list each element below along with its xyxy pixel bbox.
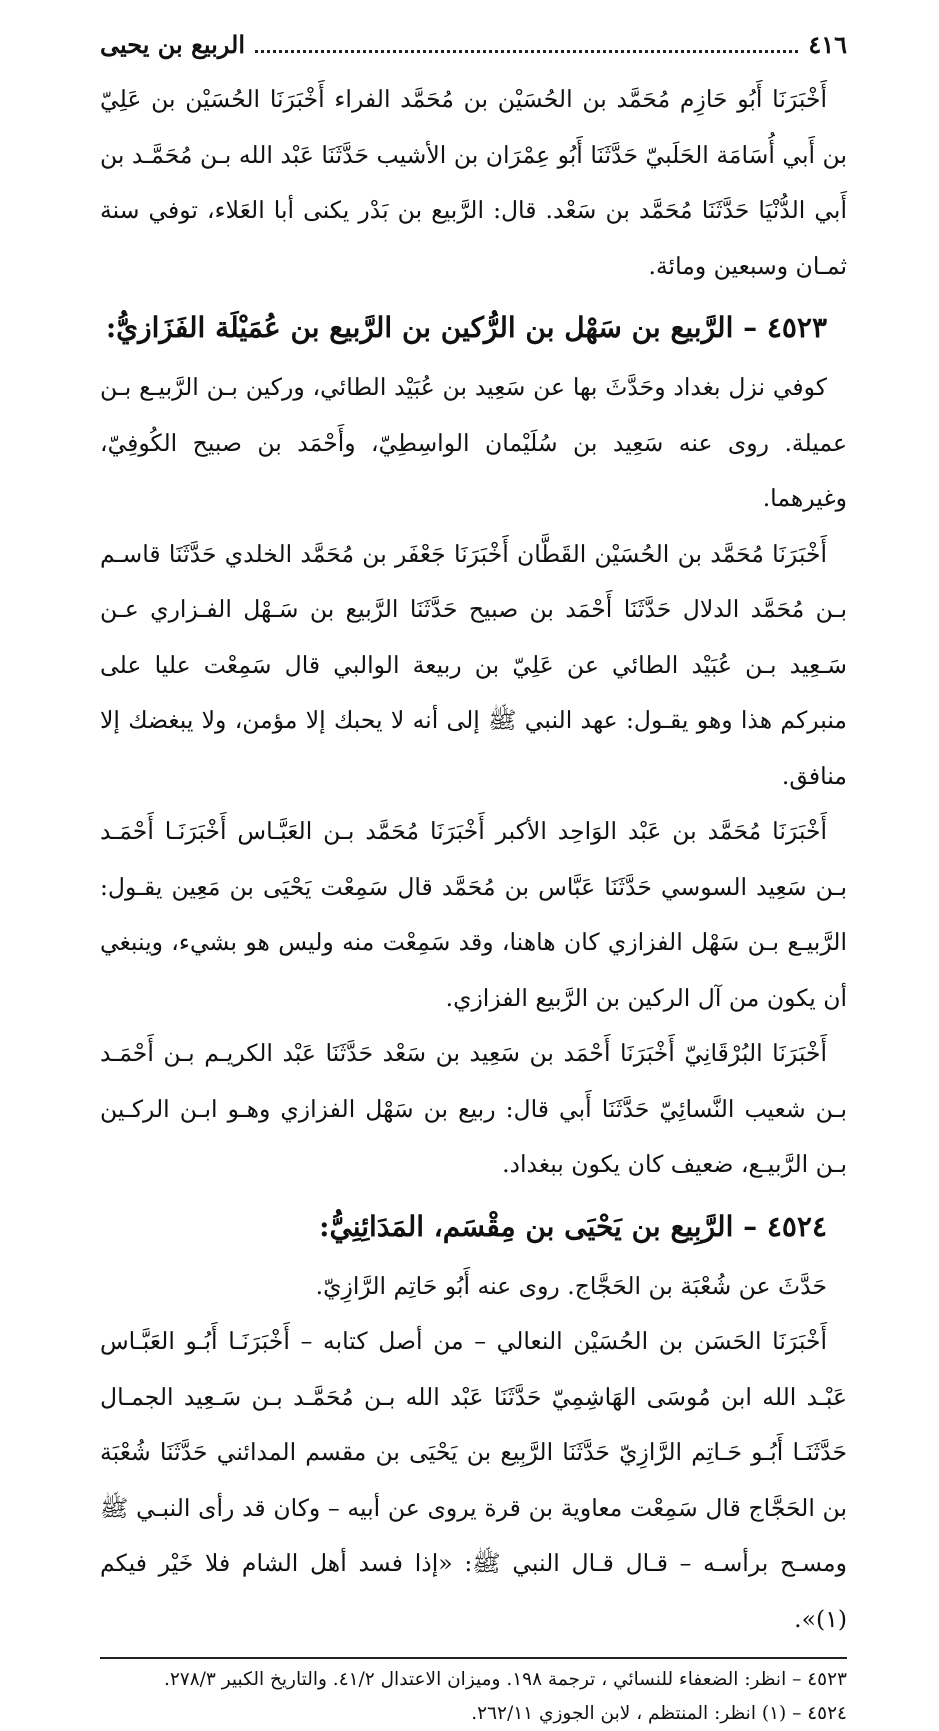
running-header (100, 30, 847, 62)
paragraph-isnad-2: أَخْبَرَنَا مُحَمَّد بن الحُسَيْن القَطَّان أَخْبَرَنَا جَعْفَر بن مُحَمَّد الخلدي حَدَّثَنَا قاسـم بـن مُحَمَّد الدلال حَدَّثَنَا أَحْمَد بن صبيح حَدَّثَنَا الرَّبيع بن سَـهْل الفـزاري عـن سَـعِيد بـن عُبَيْد الطائي عن عَلِيّ بن ربيعة الوالبي قال سَمِعْت عليا على منبركم هذا وهو يقـول: عهد النبي ﷺ إلى أنه لا يحبك إلا مؤمن، ولا يبغضك إلا منافق. (100, 539, 847, 790)
leader-dots (255, 36, 798, 53)
paragraph-isnad-1: أَخْبَرَنَا أَبُو حَازِم مُحَمَّد بن الحُسَيْن بن مُحَمَّد الفراء أَخْبَرَنَا الحُسَيْن بن عَلِيّ بن أَبي أُسَامَة الحَلَبيّ حَدَّثَنَا أَبُو عِمْرَان بن الأشيب حَدَّثَنَا عَبْد الله بـن مُحَمَّـد بن أَبي الدُّنْيَا حَدَّثَنَا مُحَمَّد بن سَعْد. قال: الرَّبيع بن بَدْر يكنى أبا العَلاء، توفي سنة ثمـان وسبعين ومائة. (100, 85, 847, 280)
entry-heading-4524: ٤٥٢٤ – الرَّبِيع بن يَحْيَى بن مِقْسَم، المَدَائِنِيُّ: (319, 1209, 827, 1243)
paragraph-isnad-3: أَخْبَرَنَا مُحَمَّد بن عَبْد الوَاحِد الأكبر أَخْبَرَنَا مُحَمَّد بـن العَبَّـاس أَخْبَرَنَـا أَحْمَـد بـن سَعِيد السوسي حَدَّثَنَا عَبَّاس بن مُحَمَّد قال سَمِعْت يَحْيَى بن مَعِين يقـول: الرَّبيـع بـن سَهْل الفزازي كان هاهنا، وقد سَمِعْت منه وليس هو بشيء، وينبغي أن يكون من آل الركين بن الرَّبيع الفزازي. (100, 817, 847, 1012)
entry-heading-4523: ٤٥٢٣ – الرَّبيع بن سَهْل بن الرُّكين بن الرَّبيع بن عُمَيْلَة الفَزَازيُّ: (105, 311, 827, 344)
running-title: الربيع بن يحيى (100, 30, 245, 59)
paragraph-isnad-4: أَخْبَرَنَا البُرْقَانِيّ أَخْبَرَنَا أَحْمَد بن سَعِيد بن سَعْد حَدَّثَنَا عَبْد الكريـم بـن أَحْمَـد بـن شعيب النَّسائِيّ حَدَّثَنَا أَبي قال: ربيع بن سَهْل الفزازي وهـو ابـن الركـين بـن الرَّبيـع، ضعيف كان يكون ببغداد. (100, 1039, 847, 1178)
page-number: ٤١٦ (808, 30, 847, 59)
footnote-4523: ٤٥٢٣ – انظر: الضعفاء للنسائي ، ترجمة ١٩٨. وميزان الاعتدال ٤١/٢. والتاريخ الكبير ٢٧٨/٣. (163, 1669, 847, 1690)
footnote-4524: ٤٥٢٤ – (١) انظر: المنتظم ، لابن الجوزي ٢٦٢/١١. (471, 1703, 847, 1724)
paragraph-isnad-5: أَخْبَرَنَا الحَسَن بن الحُسَيْن النعالي – من أصل كتابه – أَخْبَرَنَـا أَبُـو العَبَّـاس عَبْـد الله ابن مُوسَى الهَاشِمِيّ حَدَّثَنَا عَبْد الله بـن مُحَمَّـد بـن سَـعِيد الجمـال حَدَّثَنَـا أَبُـو حَـاتِم الرَّازِيّ حَدَّثَنَا الرَّبِيع بن يَحْيَى بن مقسم المدائني حَدَّثَنَا شُعْبَة بن الحَجَّاج قال سَمِعْت معاوية بن قرة يروى عن أبيه – وكان قد رأى النبـي ﷺ ومسـح برأسـه – قـال قـال النبي ﷺ: «إذا فسد أهل الشام فلا خَيْر فيكم (١)». (100, 1327, 847, 1633)
paragraph-biography-4523: كوفي نزل بغداد وحَدَّثَ بها عن سَعِيد بن عُبَيْد الطائي، وركين بـن الرَّبيـع بـن عميلة. روى عنه سَعِيد بن سُلَيْمان الواسِطِيّ، وأَحْمَد بن صبيح الكُوفِيّ، وغيرهما. (100, 373, 847, 512)
paragraph-biography-4524: حَدَّثَ عن شُعْبَة بن الحَجَّاج. روى عنه أَبُو حَاتِم الرَّازِيّ. (315, 1271, 827, 1300)
footnotes (100, 1657, 847, 1731)
